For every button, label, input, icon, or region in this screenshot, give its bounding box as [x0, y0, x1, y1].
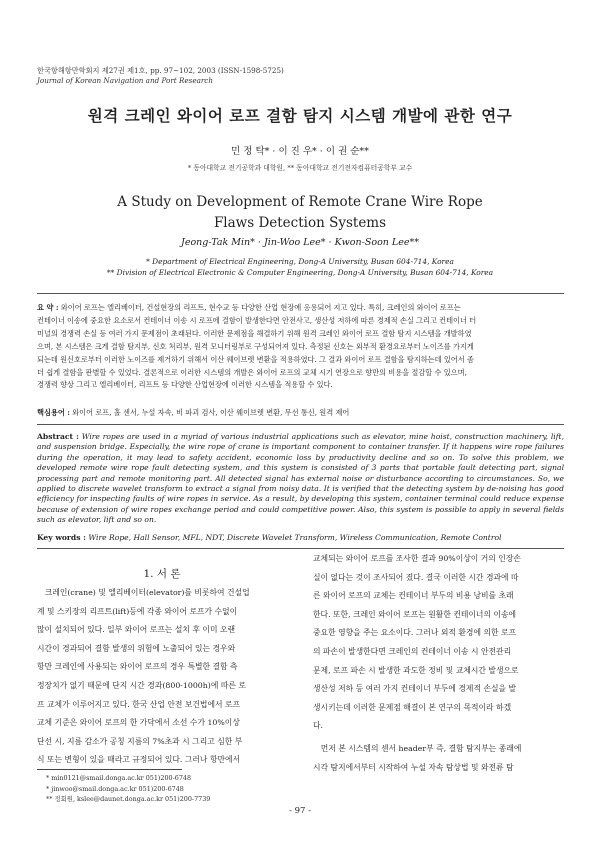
footnote-3: ** 정회원, kslee@daunet.donga.ac.kr 051)200-7739: [46, 795, 211, 804]
abstract-bottom-rule: [37, 548, 564, 549]
abstract-ko-line-1: 컨테이너 이송에 중요한 요소로서 컨테이너 이송 시 로프에 결함이 발생한다면 안전사고, 생산성 저하에 따른 경제적 손실 그리고 컨테이너 터: [37, 315, 477, 325]
body-line: 계 및 스키장의 리프트(lift)등에 각종 와이어 로프가 수없이: [37, 606, 238, 616]
abstract-en: [37, 432, 564, 526]
affiliation-en-1: * Department of Electrical Engineering, Dong-A University, Busan 604-714, Korea: [146, 257, 454, 266]
journal-title-en: Journal of Korean Navigation and Port Research: [37, 76, 213, 85]
abstract-ko-line-5: 더 쉽게 결함을 판별할 수 있었다. 결론적으로 이러한 시스템의 개발은 와이어 로프의 교체 시기 연장으로 향만의 비용을 절감할 수 있으며,: [37, 367, 467, 377]
body-line: 먼저 본 시스템의 센서 header부 즉, 결함 탐지부는 종래에: [320, 743, 522, 753]
affiliation-en-2: ** Division of Electrical Electronic & Computer Engineering, Dong-A University, Busan 604-714, Korea: [106, 267, 494, 277]
body-line: 다.: [313, 721, 324, 731]
abstract-ko: [37, 302, 564, 392]
abstract-ko-line-0: 요 약 : 와이어 로프는 엘리베이터, 건설현장의 리프트, 현수교 등 다양한 산업 현장에 응용되어 지고 있다. 특히, 크레인의 와이어 로프는: [37, 303, 461, 312]
body-line: 많이 설치되어 있다. 일부 와이어 로프는 설치 후 이미 오랜: [37, 625, 236, 635]
abstract-en-text: Wire ropes are used in a myriad of various industrial applications such as elevator, mine hoist, construction machinery, lift, and suspension bridge. Especially, the wire rope of crane is important component to container transfer. If it happens wire rope failures during the operation, it may lead to safety accident, economic loss by productivity decline and so on. To solve this problem, we developed remote wire rope fault detecting system, and this system is consisted of 3 parts that portable fault detecting part, signal processing part and remote monitoring part. All detected signal has external noise or disturbance according to circumstances. So, we applied to discrete wavelet transform to extract a signal from noisy data. It is verified that the detecting system by de-noising has good efficiency for inspecting faults of wire ropes in service. As a result, by developing this system, container terminal could reduce expense because of extension of wire ropes exchange period and could competitive power. Also, this system is possible to apply in several fields such as elevator, lift and so on.: [37, 432, 564, 525]
body-line: 중요한 영향을 주는 요소이다. 그러나 외적 환경에 의한 로프: [313, 628, 517, 638]
body-left-column: [37, 584, 287, 770]
body-line: 크레인(crane) 및 엘리베이터(elevator)를 비롯하여 건설업: [44, 588, 250, 597]
footnote-2: * jinwoo@smail.donga.ac.kr 051)200-6748: [46, 784, 184, 793]
footnote-1: * min0121@smail.donga.ac.kr 051)200-6748: [46, 774, 192, 782]
keywords-ko: [37, 408, 564, 418]
abstract-top-rule: [37, 293, 564, 294]
paper-title-en-line-1: A Study on Development of Remote Crane Wire Rope: [117, 194, 483, 210]
body-line: 식 또는 변형이 있을 때라고 규정되어 있다. 그러나 항만에서: [37, 755, 241, 765]
footnote-rule: [37, 769, 182, 770]
abstract-ko-label: 요 약 :: [37, 303, 59, 312]
section-heading-introduction: 1. 서 론: [143, 568, 181, 580]
page-number: - 97 -: [289, 806, 311, 816]
authors-ko: 민 정 탁* · 이 진 우* · 이 권 순**: [231, 146, 369, 157]
body-line: 단선 시, 지름 감소가 공칭 지름의 7%초과 시 그리고 심한 부: [37, 736, 243, 746]
body-line: 프 교체가 이루어지고 있다. 한국 산업 안전 보건법에서 로프: [37, 699, 241, 709]
paper-title-en: [0, 192, 600, 234]
abstract-ko-line-4: 되는데 원신호로부터 이러한 노이즈를 제거하기 위해서 이산 웨이브렛 변환을 적용하였다. 그 결과 와이어 로프 결함을 탐지하는데 있어서 좀: [37, 354, 474, 364]
body-line: 생시키는데 이러한 문제점 해결이 본 연구의 목적이라 하겠: [313, 702, 512, 712]
abstract-ko-line-3: 으며, 본 시스템은 크게 결함 탐지부, 신호 처리부, 원격 모니터링부로 구성되어져 있다. 측정된 신호는 외부적 환경요로부터 노이즈를 가지게: [37, 341, 474, 351]
keywords-en: [37, 533, 564, 542]
keywords-en-text: Wire Rope, Hall Sensor, MFL, NDT, Discrete Wavelet Transform, Wireless Communication, Remote Control: [88, 533, 502, 542]
abstract-en-label: Abstract :: [37, 432, 79, 441]
paper-title-en-line-2: Flaws Detection Systems: [213, 215, 387, 231]
affiliations-ko: * 동아대학교 전기공학과 대학원, ** 동아대학교 전기전자컴퓨터공학부 교수: [187, 164, 413, 172]
body-line: 실이 없다는 것이 조사되어 졌다. 결국 이러한 시간 경과에 따: [313, 572, 519, 582]
body-line: 정장치가 없기 때문에 단지 시간 경과(800-1000h)에 따른 로: [37, 680, 246, 690]
body-line: 의 파손이 발생한다면 크레인의 컨테이너 이송 시 안전관리: [313, 646, 512, 656]
affiliations-en: [0, 257, 600, 278]
body-line: 시각 탐지에서부터 시작하여 누설 자속 탐상법 및 와전류 탐: [313, 762, 514, 772]
authors-en: Jeong-Tak Min* · Jin-Woo Lee* · Kwon-Soon Lee**: [181, 237, 419, 248]
body-line: 른 와이어 로프의 교체는 컨테이너 부두의 비용 낭비를 초래: [313, 591, 514, 601]
keywords-ko-text: 와이어 로프, 홀 센서, 누설 자속, 비 파괴 검사, 이산 웨이브렛 변환, 무선 통신, 원격 제어: [72, 408, 350, 417]
body-line: 문제, 로프 파손 시 발생한 과도한 정비 및 교체시간 발생으로: [313, 665, 519, 675]
keywords-ko-label: 핵심용어 :: [37, 408, 70, 417]
footnotes: [46, 773, 210, 805]
body-line: 항만 크레인에 사용되는 와이어 로프의 경우 특별한 결함 측: [37, 662, 238, 672]
abstract-mid-rule: [37, 424, 564, 425]
body-right-column: [313, 550, 564, 777]
journal-header: [37, 66, 284, 86]
abstract-ko-line-6: 경쟁력 향상 그리고 엘리베이터, 리프트 등 다양한 산업현장에 이러한 시스템을 적용할 수 있다.: [37, 380, 333, 390]
body-line: 교체되는 와이어 로프를 조사한 결과 90%이상이 거의 인장손: [313, 554, 521, 563]
body-line: 한다. 또한, 크레인 와이어 로프는 원활한 컨테이너의 이송에: [313, 609, 517, 619]
body-line: 생산성 저하 등 여러 가지 컨테이너 부두에 경제적 손실을 발: [313, 684, 517, 694]
abstract-ko-line-2: 미널의 경쟁력 손실 등 여러 가지 문제점이 초래된다. 이러한 문제점을 해결하기 위해 원격 크레인 와이어 로프 결함 탐지 시스템을 개발하였: [37, 328, 472, 338]
keywords-en-label: Key words :: [37, 533, 86, 542]
journal-title-ko: 한국항해항만학회지 제27권 제1호, pp. 97~102, 2003 (ISSN-1598-5725): [37, 66, 284, 75]
body-line: 교체 기준은 와이어 로프의 한 가닥에서 소선 수가 10%이상: [37, 718, 240, 728]
paper-title-ko: 원격 크레인 와이어 로프 결함 탐지 시스템 개발에 관한 연구: [87, 106, 513, 125]
body-line: 시간이 경과되어 결함 발생의 위험에 노출되어 있는 경우와: [37, 643, 236, 653]
